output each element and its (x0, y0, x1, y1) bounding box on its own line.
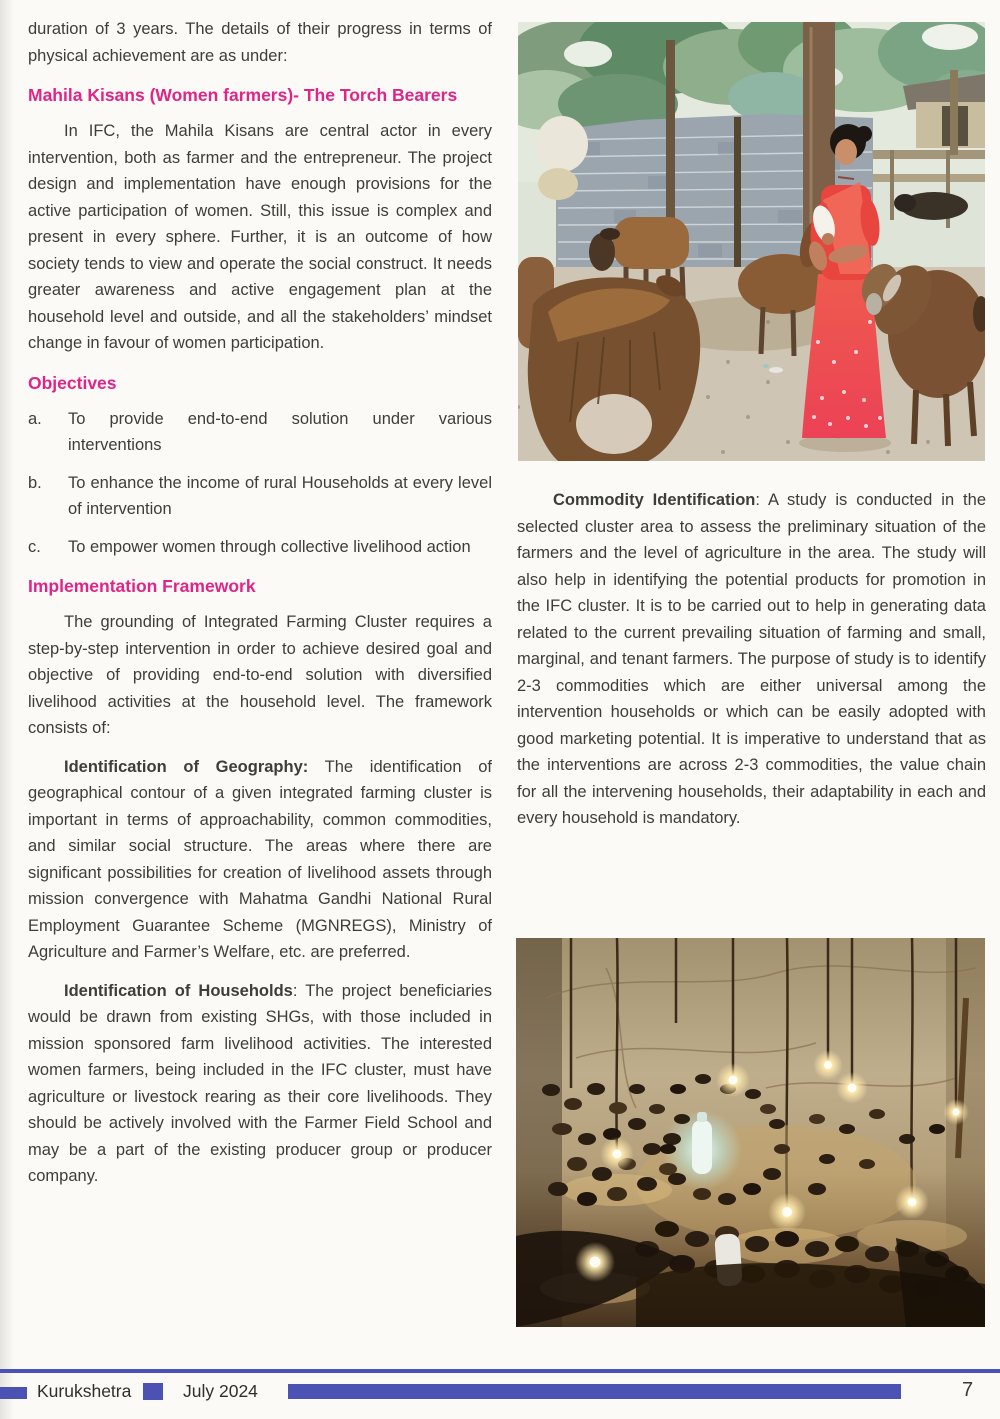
footer-square-icon (0, 1387, 27, 1399)
right-column (517, 487, 986, 832)
objective-text: To empower women through collective livelihood action (68, 537, 471, 556)
feeder (692, 1120, 712, 1174)
households-lead: Identification of Households (64, 981, 293, 1000)
objective-text: To enhance the income of rural Households at every level of intervention (68, 473, 492, 518)
footer-bar (288, 1384, 901, 1399)
heading-objectives: Objectives (28, 372, 117, 393)
paragraph-mahila-kisans: In IFC, the Mahila Kisans are central actor in every intervention, both as farmer and the entrepreneur. The project design and implementation have enough provisions for the active participation of women. Still, this issue is complex and present in every sphere. Further, it is an outcome of how society tends to view and operate the social construct. It needs greater awareness and active engagement plan at the household level and outside, and all the stakeholders’ mindset change in favour of women participation. (28, 122, 492, 352)
left-column (28, 16, 492, 1190)
poultry-shed-illustration (516, 938, 985, 1327)
paragraph-geography (28, 754, 492, 966)
objective-text: To provide end-to-end solution under various interventions (68, 409, 492, 454)
goat-yard-illustration (518, 22, 985, 461)
photo-woman-feeding-goats (518, 22, 985, 461)
goat-foreground (528, 271, 700, 461)
heading-mahila-kisans: Mahila Kisans (Women farmers)- The Torch Bearers (28, 85, 458, 105)
footer-rule (0, 1369, 1000, 1373)
objective-marker: c. (28, 537, 41, 556)
objective-item-a (28, 406, 492, 459)
footer (0, 1379, 1000, 1407)
objective-item-b (28, 470, 492, 523)
footer-issue-date: July 2024 (183, 1381, 258, 1401)
footer-journal-name: Kurukshetra (37, 1381, 132, 1401)
heading-implementation-framework: Implementation Framework (28, 576, 256, 596)
page-number: 7 (962, 1379, 974, 1401)
geography-lead: Identification of Geography: (64, 757, 309, 776)
goat (894, 192, 968, 220)
paragraph-commodity (517, 487, 986, 832)
objective-marker: b. (28, 473, 42, 492)
objective-item-c (28, 534, 492, 561)
photo-poultry-shed (516, 938, 985, 1327)
households-body: : The project beneficiaries would be drawn from existing SHGs, with those included in mission sponsored farm livelihood activities. The interested women farmers, being included in the IFC cluster, must have agriculture or livestock rearing as their core livelihoods. They should be actively involved with the Farmer Field School and may be a part of the existing producer group or producer company. (28, 981, 492, 1185)
geography-body: The identification of geographical contour of a given integrated farming cluster is important in terms of approachability, common commodities, and similar social structure. The areas where there are significant possibilities for creation of livelihood assets through mission convergence with Mahatma Gandhi National Rural Employment Guarantee Scheme (MGNREGS), Ministry of Agriculture and Farmer’s Welfare, etc. are preferred. (28, 757, 492, 961)
objective-marker: a. (28, 409, 42, 428)
commodity-body: : A study is conducted in the selected cluster area to assess the preliminary situation of the farmers and the level of agriculture in the area. The study will also help in identifying the potential products for promotion in the IFC cluster. It is to be carried out to help in generating data related to the current prevailing situation of farming and small, marginal, and tenant farmers. The purpose of study is to identify 2-3 commodities which are either universal among the intervention households or which can be easily adopted with good marketing potential. It is imperative to understand that as the interventions are across 2-3 commodities, the value chain for all the intervening households, their adaptability in each and every household is mandatory. (517, 491, 986, 827)
paragraph-framework: The grounding of Integrated Farming Cluster requires a step-by-step intervention in order to achieve desired goal and objective of providing end-to-end solution with diversified livelihood activities at the household level. The framework consists of: (28, 613, 492, 737)
intro-paragraph: duration of 3 years. The details of their progress in terms of physical achievement are as under: (28, 20, 492, 65)
footer-square-icon (143, 1383, 163, 1400)
commodity-lead: Commodity Identification (553, 491, 756, 509)
paragraph-households (28, 978, 492, 1190)
